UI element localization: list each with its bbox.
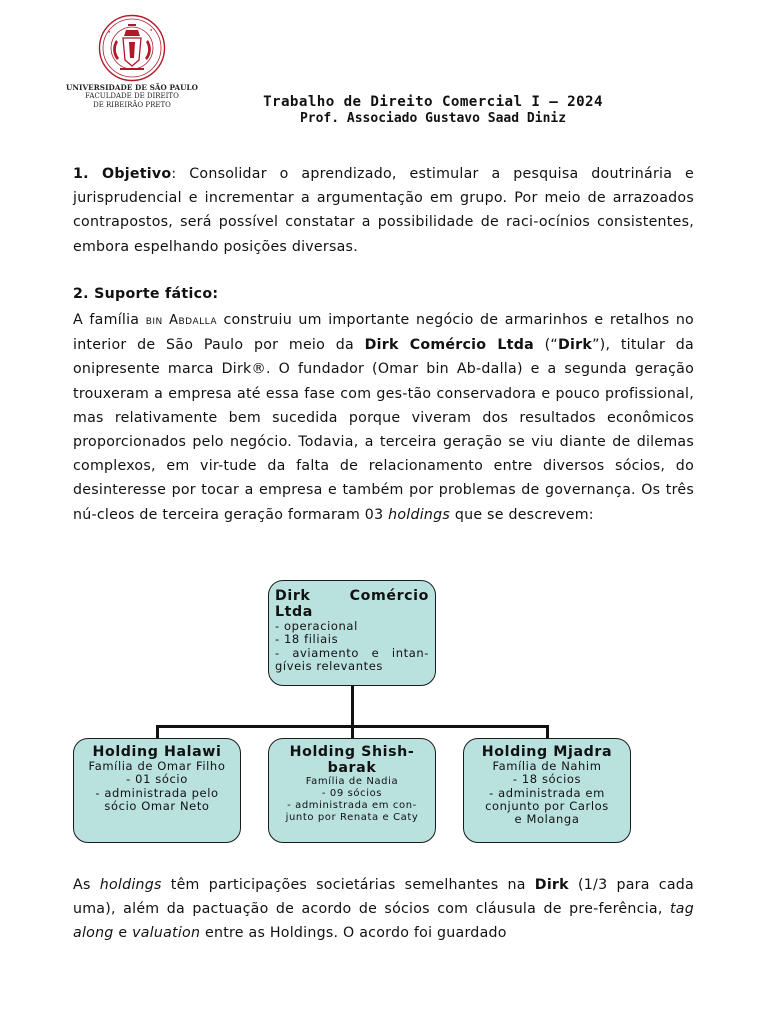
section-suporte-text bbox=[73, 308, 694, 527]
box-halawi-title: Holding Halawi bbox=[92, 744, 222, 760]
box-mjadra-line: - administrada em bbox=[489, 785, 605, 800]
text-fragment: que se descrevem: bbox=[450, 506, 594, 523]
university-line3: DE RIBEIRÃO PRETO bbox=[93, 101, 171, 109]
svg-text:✦: ✦ bbox=[106, 28, 113, 35]
box-dirk-title-row bbox=[275, 588, 429, 604]
holdings-term: holdings bbox=[388, 506, 451, 523]
box-shishbarak-title: barak bbox=[327, 760, 377, 776]
section-holdings-text bbox=[73, 873, 694, 946]
tag-along-term: tag along bbox=[73, 901, 694, 942]
section-objetivo-text: : Consolidar o aprendizado, estimular a pesquisa doutrinária e jurisprudencial e incrementar a argumentação em grupo. Por meio de arrazoados contrapostos, será possível constatar a possibilidade de raci-ocínios consistentes, embora espelhando posições diversas. bbox=[73, 166, 694, 255]
box-dirk-line: - 18 filiais bbox=[275, 632, 339, 647]
section-objetivo-heading: 1. Objetivo bbox=[73, 166, 172, 182]
box-halawi-line: sócio Omar Neto bbox=[104, 798, 210, 813]
svg-text:✦: ✦ bbox=[148, 26, 155, 33]
box-dirk-title-word: Ltda bbox=[275, 604, 313, 620]
connector-middle bbox=[351, 725, 354, 739]
text-fragment: construiu um importante negócio de armarinhos e retalhos no interior de São Paulo por meio da bbox=[73, 312, 694, 354]
company-short-name: Dirk bbox=[534, 877, 569, 893]
document-subtitle: Prof. Associado Gustavo Saad Diniz bbox=[299, 111, 567, 126]
box-mjadra-line: - 18 sócios bbox=[512, 772, 582, 787]
box-halawi-line: - 01 sócio bbox=[126, 772, 188, 787]
box-mjadra-line: Família de Nahim bbox=[492, 759, 602, 773]
company-name: Dirk Comércio Ltda bbox=[364, 337, 534, 354]
word: aviamento bbox=[292, 645, 359, 660]
box-mjadra-title: Holding Mjadra bbox=[481, 744, 613, 760]
text-fragment: As bbox=[73, 877, 100, 893]
diagram-box-dirk bbox=[268, 580, 436, 686]
text-fragment: (1/3 para cada uma), além da pactuação de acordo de sócios com cláusula de pre-ferência, bbox=[73, 877, 694, 918]
box-shishbarak-line: - 09 sócios bbox=[321, 788, 383, 799]
text-fragment: entre as Holdings. O acordo foi guardado bbox=[200, 925, 507, 942]
text-fragment: ”), titular da onipresente marca Dirk®. O fundador (Omar bin Ab-dalla) e a segunda geração trouxeram a empresa até essa fase com ges-tão conservadora e pouco profissional, mas relativamente bem sucedida porque viveram dos resultados econômicos proporcionados pelo negócio. Todavia, a terceira geração se viu diante de dilemas complexos, em vir-tude da falta de relacionamento entre diversos sócios, do desinteresse por tocar a empresa e também por problemas de governança. Os três nú-cleos de terceira geração formaram 03 bbox=[73, 337, 694, 523]
box-dirk-title-word: Comércio bbox=[349, 588, 429, 604]
box-halawi-line: Família de Omar Filho bbox=[88, 759, 226, 773]
document-title: Trabalho de Direito Comercial I – 2024 bbox=[263, 94, 603, 110]
valuation-term: valuation bbox=[132, 925, 201, 942]
word: e bbox=[371, 645, 380, 660]
box-mjadra-line: conjunto por Carlos bbox=[485, 798, 609, 813]
box-dirk-line: - operacional bbox=[275, 619, 358, 633]
word: - bbox=[275, 645, 280, 660]
word: intan- bbox=[391, 645, 429, 660]
connector-vertical-top bbox=[351, 685, 354, 727]
connector-right bbox=[546, 725, 549, 739]
box-shishbarak-line: junto por Renata e Caty bbox=[285, 812, 419, 823]
box-halawi-line: - administrada pelo bbox=[95, 785, 219, 800]
box-dirk-title-word: Dirk bbox=[275, 588, 311, 604]
text-fragment: e bbox=[113, 925, 133, 942]
box-shishbarak-line: - administrada em con- bbox=[287, 800, 417, 811]
university-name bbox=[64, 83, 200, 110]
section-suporte-heading: 2. Suporte fático: bbox=[73, 286, 219, 302]
box-mjadra-line: e Molanga bbox=[514, 812, 580, 827]
family-name: bin Abdalla bbox=[145, 313, 218, 328]
company-short-name: Dirk bbox=[557, 337, 593, 354]
text-fragment: (“ bbox=[533, 337, 558, 354]
box-shishbarak-title: Holding Shish- bbox=[289, 744, 415, 760]
box-shishbarak-line: Família de Nadia bbox=[305, 776, 399, 787]
box-dirk-line: gíveis relevantes bbox=[275, 658, 383, 673]
text-fragment: têm participações societárias semelhantes na bbox=[161, 877, 535, 893]
diagram-box-shishbarak bbox=[268, 738, 436, 843]
text-fragment: A família bbox=[73, 312, 146, 328]
university-seal-logo bbox=[98, 14, 166, 82]
diagram-box-mjadra bbox=[463, 738, 631, 843]
connector-left bbox=[156, 725, 159, 739]
box-dirk-line bbox=[275, 647, 429, 660]
diagram-box-halawi bbox=[73, 738, 241, 843]
holdings-term: holdings bbox=[99, 877, 162, 893]
university-line1: UNIVERSIDADE DE SÃO PAULO bbox=[65, 83, 199, 92]
university-line2: FACULDADE DE DIREITO bbox=[85, 92, 179, 100]
document-title-block bbox=[250, 93, 616, 127]
section-objetivo bbox=[73, 162, 694, 259]
